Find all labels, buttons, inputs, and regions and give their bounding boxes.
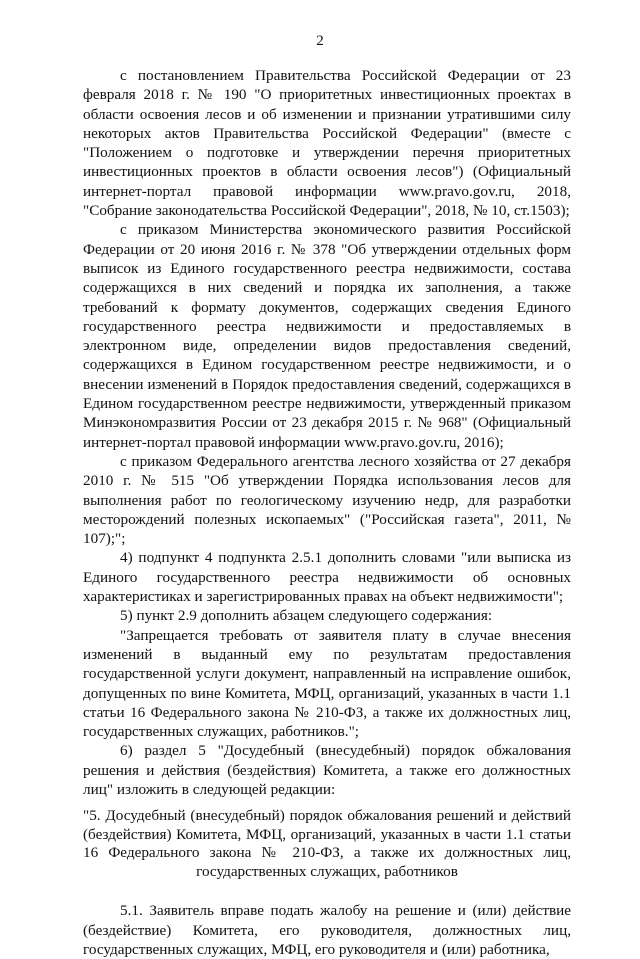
spacer bbox=[83, 881, 571, 901]
paragraph-item-5: 5) пункт 2.9 дополнить абзацем следующего содержания: bbox=[120, 607, 493, 625]
paragraph-quoted-addition: "Запрещается требовать от заявителя плату в случае внесения изменений в выданный ему по результатам предоставления государственной услуги документ, направленный на исправление ошибок, допущенных по вине Комитета, МФЦ, организаций, указанных в части 1.1 статьи 16 Федерального закона № 210-ФЗ, а также их должностных лиц, государственных служащих, работников."; bbox=[83, 626, 571, 741]
paragraph-5-1: 5.1. Заявитель вправе подать жалобу на решение и (или) действие (бездействие) Комитета, его руководителя, должностных лиц, государственных служащих, МФЦ, его руководителя и (или) работника, bbox=[83, 902, 571, 958]
section-5-heading: "5. Досудебный (внесудебный) порядок обжалования решений и действий (бездействия) Комитета, МФЦ, организаций, указанных в части 1.1 статьи 16 Федерального закона № 210-ФЗ, а также их должностных лиц, государственных служащих, работников bbox=[83, 807, 571, 880]
paragraph-order-515: с приказом Федерального агентства лесного хозяйства от 27 декабря 2010 г. № 515 "Об утверждении Порядка использования лесов для выполнения работ по геологическому изучению недр, для разработки месторождений полезных ископаемых" ("Российская газета", 2011, № 107);"; bbox=[83, 452, 571, 548]
page-number: 2 bbox=[316, 33, 324, 49]
paragraph-order-378: с приказом Министерства экономического развития Российской Федерации от 20 июня 2016 г. № 378 "Об утверждении отдельных форм выписок из Единого государственного реестра недвижимости, состава содержащихся в них сведений и порядка их заполнения, а также требований к формату документов, содержащих сведения Единого государственного реестра недвижимости и предоставляемых в электронном виде, определении видов предоставления сведений, содержащихся в Едином государственном реестре недвижимости, и о внесении изменений в Порядок предоставления сведений, содержащихся в Едином государственном реестре недвижимости, утвержденный приказом Минэкономразвития России от 23 декабря 2015 г. № 968" (Официальный интернет-портал правовой информации www.pravo.gov.ru, 2016); bbox=[83, 221, 571, 451]
paragraph-decree-190: с постановлением Правительства Российской Федерации от 23 февраля 2018 г. № 190 "О приоритетных инвестиционных проектах в области освоения лесов и об изменении и признании утратившими силу некоторых актов Правительства Российской Федерации" (вместе с "Положением о подготовке и утверждении перечня приоритетных инвестиционных проектов в области освоения лесов") (Официальный интернет-портал правовой информации www.pravo.gov.ru, 2018, "Собрание законодательства Российской Федерации", 2018, № 10, ст.1503); bbox=[83, 67, 571, 220]
document-body bbox=[83, 66, 571, 959]
paragraph-item-4: 4) подпункт 4 подпункта 2.5.1 дополнить словами "или выписка из Единого государственного реестра недвижимости об основных характеристиках и зарегистрированных правах на объект недвижимости"; bbox=[83, 549, 571, 606]
paragraph-item-6: 6) раздел 5 "Досудебный (внесудебный) порядок обжалования решения и действия (бездействия) Комитета, а также его должностных лиц" изложить в следующей редакции: bbox=[83, 742, 571, 798]
